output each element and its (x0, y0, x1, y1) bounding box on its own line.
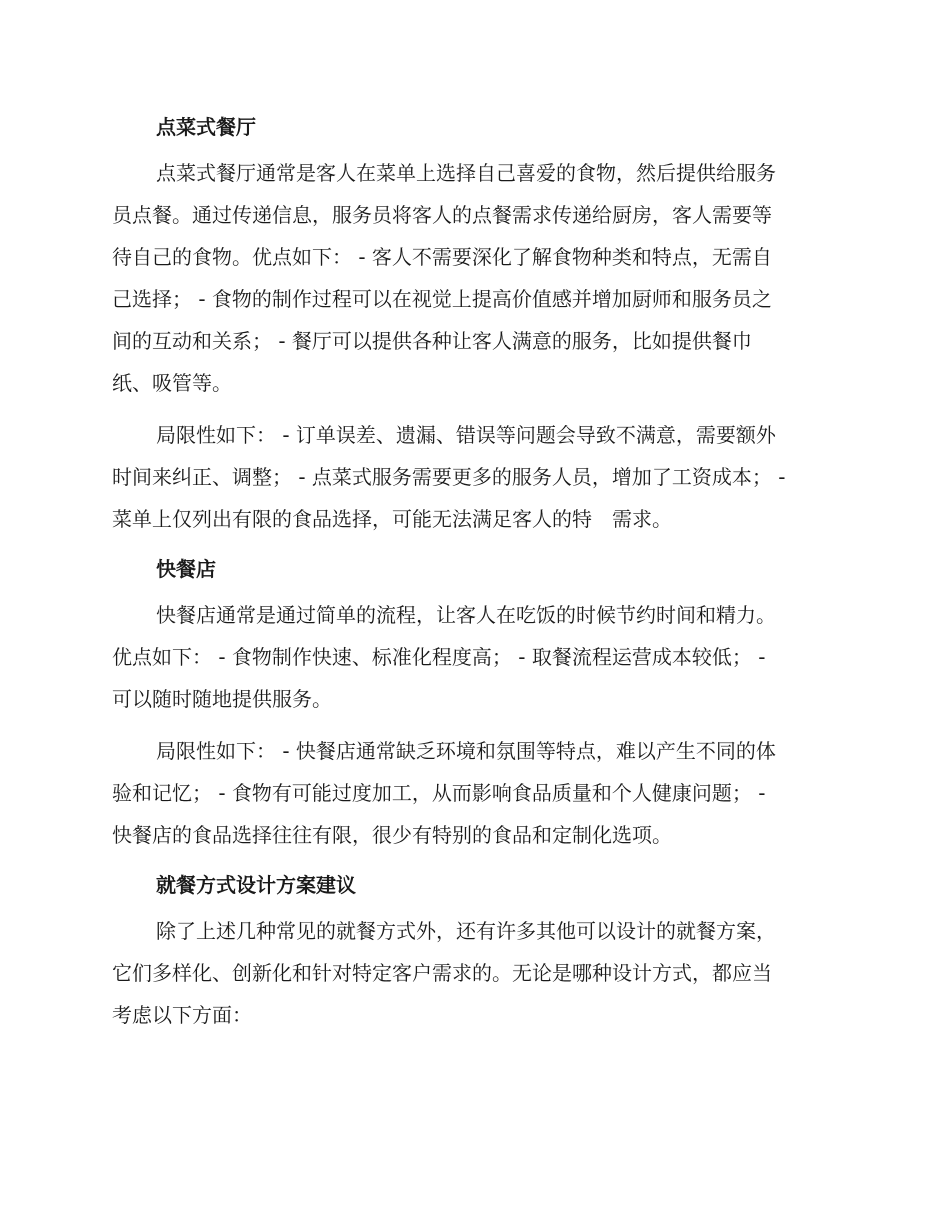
text-line: 快餐店通常是通过简单的流程，让客人在吃饭的时候节约时间和精力。 (156, 603, 776, 627)
paragraph (112, 730, 834, 856)
text-line: 菜单上仅列出有限的食品选择，可能无法满足客人的特 需求。 (112, 507, 672, 531)
text-line: 它们多样化、创新化和针对特定客户需求的。无论是哪种设计方式，都应当 (112, 961, 772, 985)
text-line: 待自己的食物。优点如下： - 客人不需要深化了解食物种类和特点，无需自 (112, 245, 772, 269)
section-heading: 就餐方式设计方案建议 (156, 873, 356, 897)
text-line: 间的互动和关系； - 餐厅可以提供各种让客人满意的服务，比如提供餐巾 (112, 329, 752, 353)
paragraph (112, 152, 834, 404)
document-page (112, 108, 834, 1046)
text-line: 局限性如下： - 快餐店通常缺乏环境和氛围等特点，难以产生不同的体 (156, 739, 776, 763)
text-line: 己选择； - 食物的制作过程可以在视觉上提高价值感并增加厨师和服务员之 (112, 287, 772, 311)
paragraph (112, 594, 834, 720)
section-ala-carte (112, 108, 834, 540)
section-heading: 快餐店 (156, 557, 216, 581)
section-design-suggestions (112, 866, 834, 1036)
text-line: 优点如下： - 食物制作快速、标准化程度高； - 取餐流程运营成本较低； - (112, 645, 766, 669)
text-line: 点菜式餐厅通常是客人在菜单上选择自己喜爱的食物，然后提供给服务 (156, 161, 776, 185)
section-fast-food (112, 550, 834, 856)
paragraph (112, 414, 834, 540)
text-line: 除了上述几种常见的就餐方式外，还有许多其他可以设计的就餐方案， (156, 919, 776, 943)
text-line: 员点餐。通过传递信息，服务员将客人的点餐需求传递给厨房，客人需要等 (112, 203, 772, 227)
text-line: 时间来纠正、调整； - 点菜式服务需要更多的服务人员，增加了工资成本； - (112, 465, 786, 489)
paragraph (112, 910, 834, 1036)
section-heading: 点菜式餐厅 (156, 115, 256, 139)
text-line: 验和记忆； - 食物有可能过度加工，从而影响食品质量和个人健康问题； - (112, 781, 766, 805)
text-line: 可以随时随地提供服务。 (112, 687, 332, 711)
text-line: 快餐店的食品选择往往有限，很少有特别的食品和定制化选项。 (112, 823, 672, 847)
text-line: 纸、吸管等。 (112, 371, 232, 395)
text-line: 考虑以下方面： (112, 1003, 252, 1027)
text-line: 局限性如下： - 订单误差、遗漏、错误等问题会导致不满意，需要额外 (156, 423, 776, 447)
